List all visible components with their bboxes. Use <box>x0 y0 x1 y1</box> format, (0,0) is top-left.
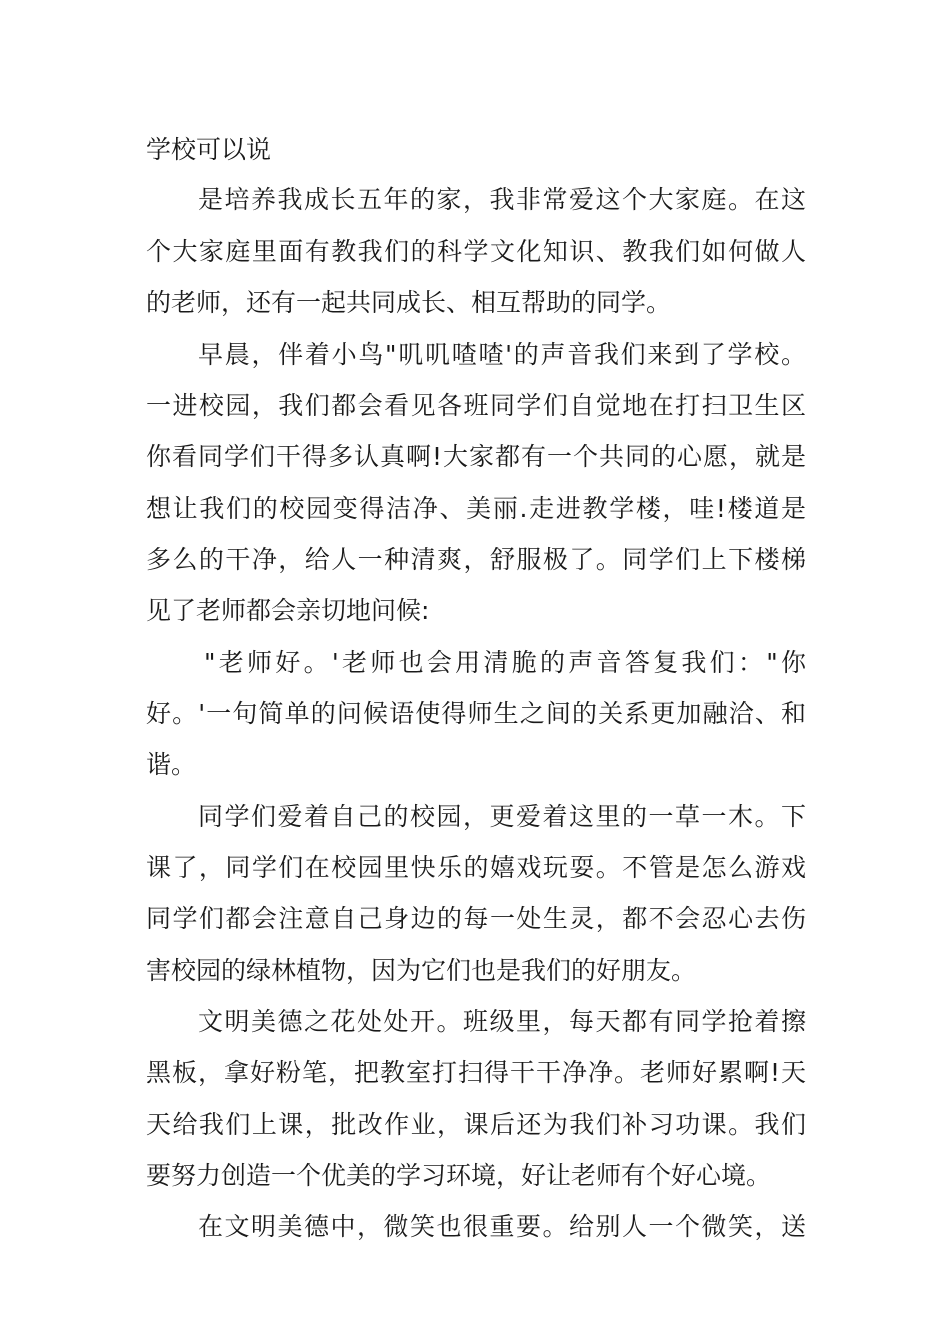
text-line: "老师好。'老师也会用清脆的声音答复我们："你 <box>204 648 806 677</box>
text-line: 早晨，伴着小鸟"叽叽喳喳'的声音我们来到了学校。 <box>198 340 806 369</box>
text-line: 学校可以说 <box>146 135 272 164</box>
text-line: 黑板，拿好粉笔，把教室打扫得干干净净。老师好累啊!天 <box>146 1058 806 1087</box>
text-line: 同学们都会注意自己身边的每一处生灵，都不会忍心去伤 <box>146 904 806 933</box>
text-line: 天给我们上课，批改作业，课后还为我们补习功课。我们 <box>146 1110 806 1139</box>
text-line: 一进校园，我们都会看见各班同学们自觉地在打扫卫生区 <box>146 391 806 420</box>
text-line: 好。'一句简单的问候语使得师生之间的关系更加融洽、和 <box>146 699 806 728</box>
text-line: 要努力创造一个优美的学习环境，好让老师有个好心境。 <box>146 1161 772 1190</box>
text-line: 课了，同学们在校园里快乐的嬉戏玩耍。不管是怎么游戏 <box>146 853 806 882</box>
text-line: 在文明美德中，微笑也很重要。给别人一个微笑，送 <box>198 1212 806 1241</box>
text-line: 个大家庭里面有教我们的科学文化知识、教我们如何做人 <box>146 237 806 266</box>
text-line: 想让我们的校园变得洁净、美丽.走进教学楼，哇!楼道是 <box>146 494 806 523</box>
text-line: 的老师，还有一起共同成长、相互帮助的同学。 <box>146 288 672 317</box>
text-line: 多么的干净，给人一种清爽，舒服极了。同学们上下楼梯 <box>146 545 806 574</box>
text-line: 同学们爱着自己的校园，更爱着这里的一草一木。下 <box>198 802 806 831</box>
text-line: 见了老师都会亲切地问候: <box>146 596 430 625</box>
text-line: 是培养我成长五年的家，我非常爱这个大家庭。在这 <box>198 185 806 214</box>
text-line: 文明美德之花处处开。班级里，每天都有同学抢着擦 <box>198 1007 806 1036</box>
text-line: 你看同学们干得多认真啊!大家都有一个共同的心愿，就是 <box>146 442 806 471</box>
text-line: 害校园的绿林植物，因为它们也是我们的好朋友。 <box>146 956 697 985</box>
text-line: 谐。 <box>146 750 197 779</box>
